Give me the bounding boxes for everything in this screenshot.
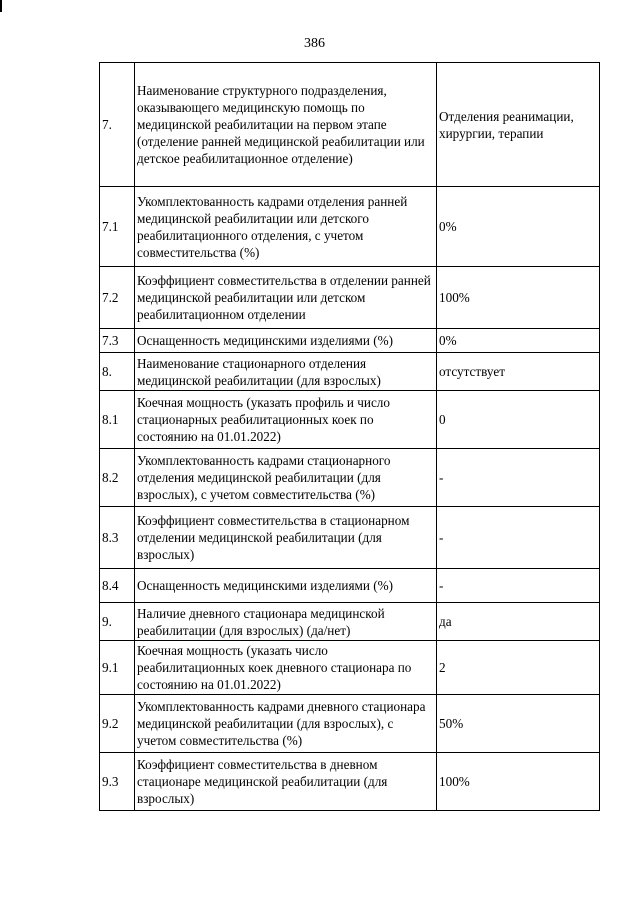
table-row	[100, 603, 600, 641]
table-row	[100, 391, 600, 449]
table-row	[100, 353, 600, 391]
page-number: 386	[304, 36, 325, 51]
row-value: да	[437, 603, 600, 641]
row-value: 100%	[437, 267, 600, 329]
row-number: 7.1	[100, 187, 135, 267]
table-row	[100, 569, 600, 603]
row-description: Наличие дневного стационара медицинской реабилитации (для взрослых) (да/нет)	[135, 603, 437, 641]
table-row	[100, 695, 600, 753]
row-value: 0	[437, 391, 600, 449]
table-body	[100, 63, 600, 811]
row-number: 8.	[100, 353, 135, 391]
row-number: 8.3	[100, 507, 135, 569]
table-row	[100, 329, 600, 353]
row-description: Оснащенность медицинскими изделиями (%)	[135, 569, 437, 603]
row-value: 50%	[437, 695, 600, 753]
table-row	[100, 449, 600, 507]
row-description: Коечная мощность (указать профиль и число стационарных реабилитационных коек по состоянию на 01.01.2022)	[135, 391, 437, 449]
rehabilitation-table	[99, 62, 600, 811]
row-number: 8.1	[100, 391, 135, 449]
row-value: 0%	[437, 187, 600, 267]
table-row	[100, 641, 600, 695]
table-row	[100, 507, 600, 569]
row-description: Коэффициент совместительства в стационарном отделении медицинской реабилитации (для взрослых)	[135, 507, 437, 569]
row-value: -	[437, 449, 600, 507]
row-number: 7.2	[100, 267, 135, 329]
row-description: Оснащенность медицинскими изделиями (%)	[135, 329, 437, 353]
row-description: Укомплектованность кадрами стационарного отделения медицинской реабилитации (для взрослых), с учетом совместительства (%)	[135, 449, 437, 507]
row-number: 8.2	[100, 449, 135, 507]
row-number: 7.	[100, 63, 135, 187]
row-description: Коэффициент совместительства в дневном стационаре медицинской реабилитации (для взрослых)	[135, 753, 437, 811]
row-description: Укомплектованность кадрами отделения ранней медицинской реабилитации или детского реабилитационного отделения, с учетом совместительства (%)	[135, 187, 437, 267]
table-row	[100, 63, 600, 187]
row-number: 9.3	[100, 753, 135, 811]
row-value: 2	[437, 641, 600, 695]
row-number: 9.2	[100, 695, 135, 753]
row-description: Наименование структурного подразделения, оказывающего медицинскую помощь по медицинской реабилитации на первом этапе (отделение ранней медицинской реабилитации или детское реабилитационное отделение)	[135, 63, 437, 187]
row-value: -	[437, 507, 600, 569]
row-value: Отделения реанимации, хирургии, терапии	[437, 63, 600, 187]
row-description: Наименование стационарного отделения медицинской реабилитации (для взрослых)	[135, 353, 437, 391]
row-number: 9.	[100, 603, 135, 641]
row-number: 9.1	[100, 641, 135, 695]
row-number: 8.4	[100, 569, 135, 603]
scan-edge-mark	[0, 0, 2, 12]
row-description: Укомплектованность кадрами дневного стационара медицинской реабилитации (для взрослых), с учетом совместительства (%)	[135, 695, 437, 753]
row-value: 0%	[437, 329, 600, 353]
table-row	[100, 267, 600, 329]
row-description: Коечная мощность (указать число реабилитационных коек дневного стационара по состоянию на 01.01.2022)	[135, 641, 437, 695]
table-row	[100, 187, 600, 267]
row-value: 100%	[437, 753, 600, 811]
row-number: 7.3	[100, 329, 135, 353]
table-row	[100, 753, 600, 811]
row-description: Коэффициент совместительства в отделении ранней медицинской реабилитации или детском реабилитационном отделении	[135, 267, 437, 329]
row-value: -	[437, 569, 600, 603]
row-value: отсутствует	[437, 353, 600, 391]
